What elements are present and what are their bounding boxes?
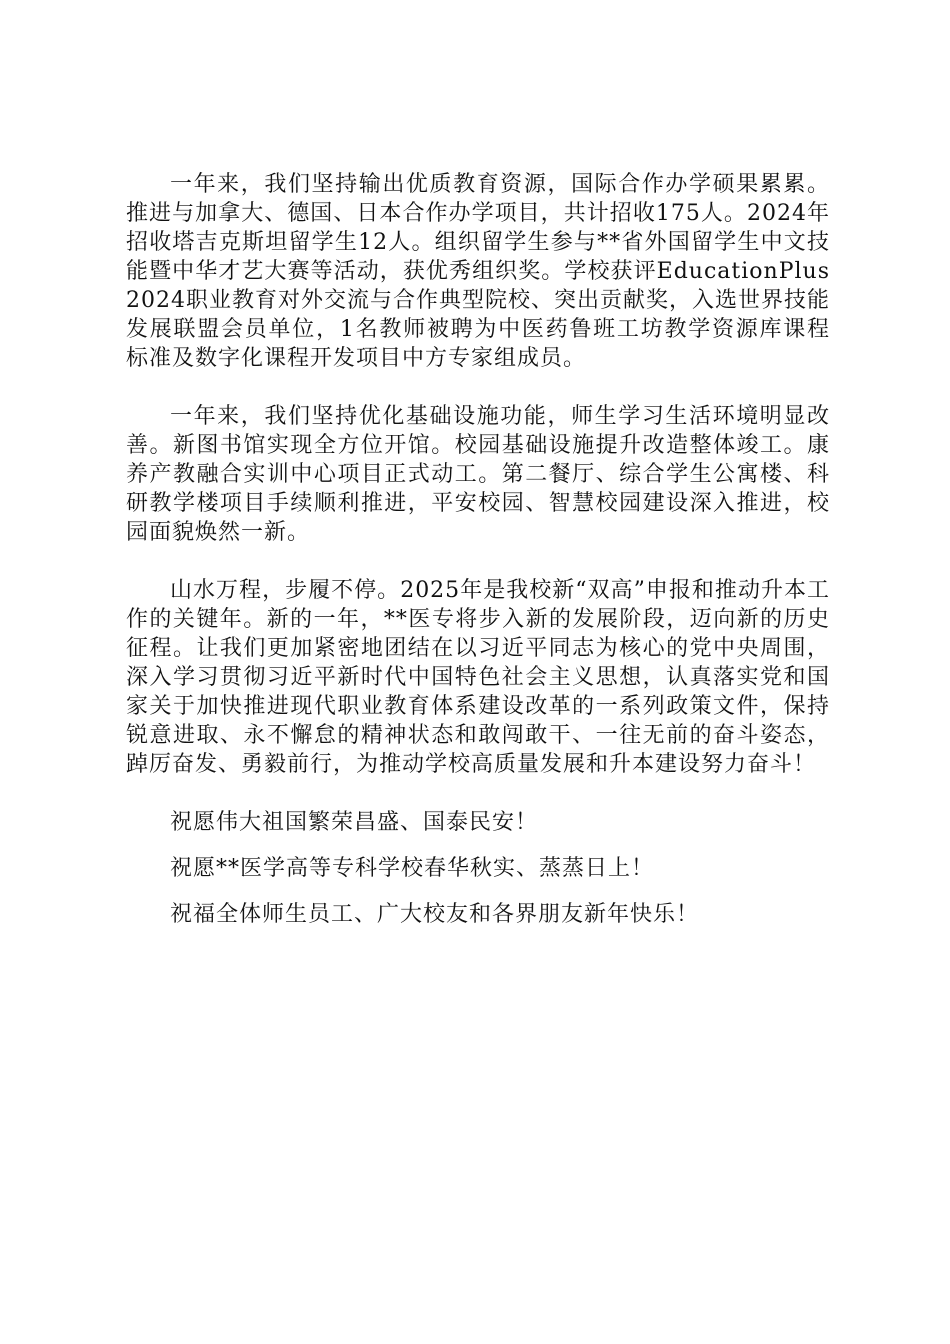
paragraph-new-year-outlook: 山水万程，步履不停。2025年是我校新“双高”申报和推动升本工作的关键年。新的一年，**医专将步入新的发展阶段，迈向新的历史征程。让我们更加紧密地团结在以习近平同志为核心的党中央周围，深入学习贯彻习近平新时代中国特色社会主义思想，认真落实党和国家关于加快推进现代职业教育体系建设改革的一系列政策文件，保持锐意进取、永不懈怠的精神状态和敢闯敢干、一往无前的奋斗姿态，踔厉奋发、勇毅前行，为推动学校高质量发展和升本建设努力奋斗！ [126, 578, 830, 777]
paragraph-infrastructure: 一年来，我们坚持优化基础设施功能，师生学习生活环境明显改善。新图书馆实现全方位开馆。校园基础设施提升改造整体竣工。康养产教融合实训中心项目正式动工。第二餐厅、综合学生公寓楼、科研教学楼项目手续顺利推进，平安校园、智慧校园建设深入推进，校园面貌焕然一新。 [126, 404, 830, 545]
wish-line-country: 祝愿伟大祖国繁荣昌盛、国泰民安！ [170, 810, 539, 835]
document-body [126, 170, 830, 946]
wish-line-everyone: 祝福全体师生员工、广大校友和各界朋友新年快乐！ [170, 902, 700, 927]
wish-line-school: 祝愿**医学高等专科学校春华秋实、蒸蒸日上！ [170, 856, 655, 881]
paragraph-international-cooperation: 一年来，我们坚持输出优质教育资源，国际合作办学硕果累累。推进与加拿大、德国、日本合作办学项目，共计招收175人。2024年招收塔吉克斯坦留学生12人。组织留学生参与**省外国留学生中文技能暨中华才艺大赛等活动，获优秀组织奖。学校获评EducationPlus2024职业教育对外交流与合作典型院校、突出贡献奖，入选世界技能发展联盟会员单位，1名教师被聘为中医药鲁班工坊教学资源库课程标准及数字化课程开发项目中方专家组成员。 [126, 172, 830, 371]
